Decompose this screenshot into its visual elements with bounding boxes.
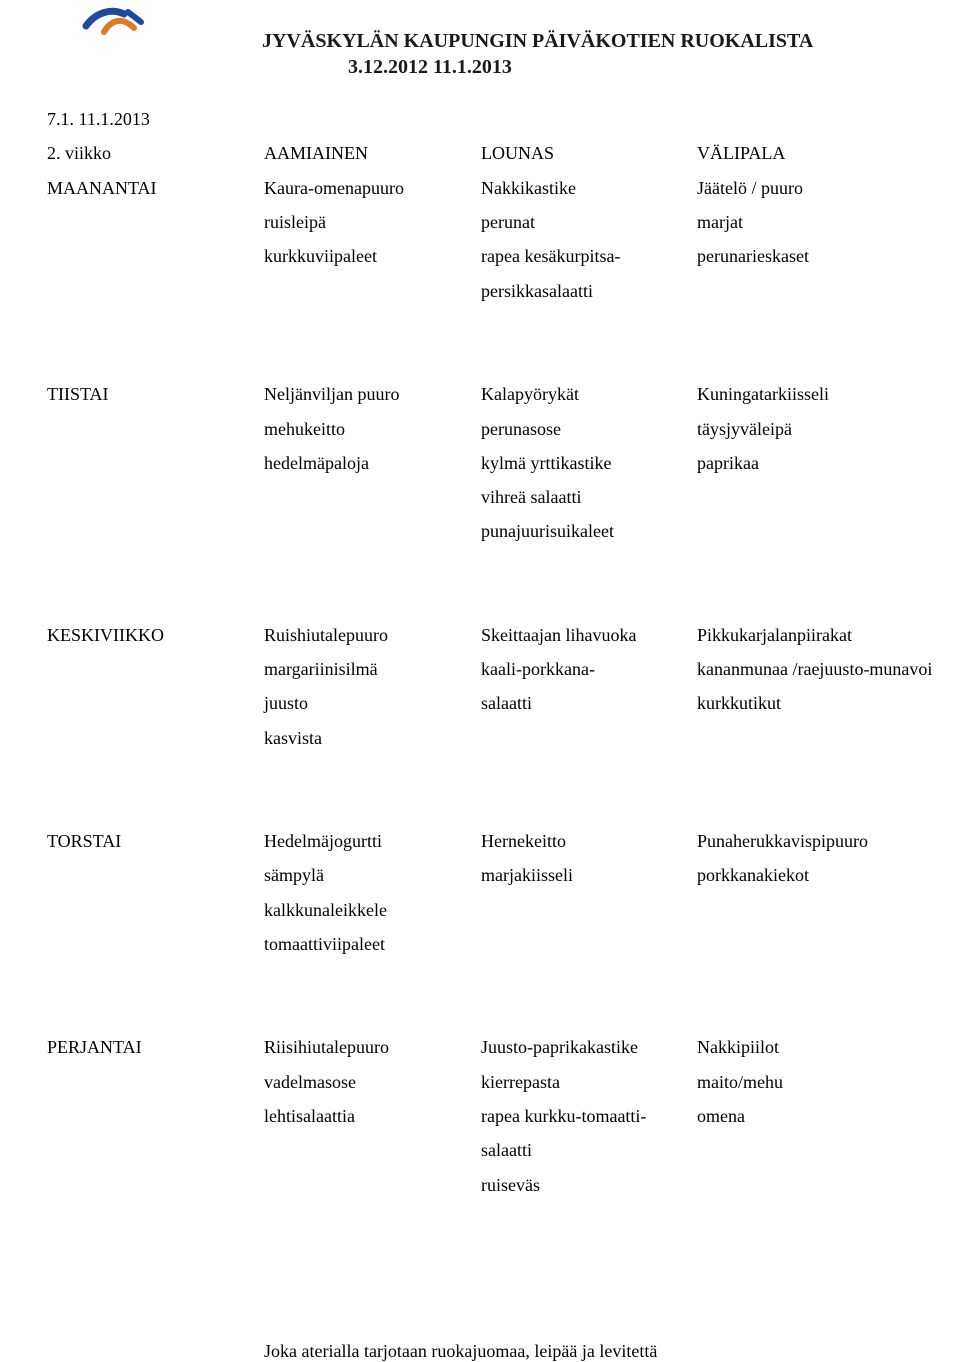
column-header-snack: VÄLIPALA xyxy=(697,143,786,163)
breakfast-item: Neljänviljan puuro xyxy=(264,384,400,404)
breakfast-item: vadelmasose xyxy=(264,1072,356,1092)
lunch-item: persikkasalaatti xyxy=(481,281,593,301)
document-title: JYVÄSKYLÄN KAUPUNGIN PÄIVÄKOTIEN RUOKALISTA xyxy=(262,30,814,52)
day-friday: PERJANTAI xyxy=(47,1037,142,1057)
snack-item: Punaherukkavispipuuro xyxy=(697,831,868,851)
snack-item: Pikkukarjalanpiirakat xyxy=(697,625,852,645)
lunch-item: Kalapyörykät xyxy=(481,384,579,404)
week-date-range: 7.1. 11.1.2013 xyxy=(47,109,150,129)
breakfast-item: kasvista xyxy=(264,728,322,748)
lunch-item: ruiseväs xyxy=(481,1175,540,1195)
breakfast-item: kalkkunaleikkele xyxy=(264,900,387,920)
lunch-item: kaali-porkkana- xyxy=(481,659,595,679)
lunch-item: perunat xyxy=(481,212,535,232)
document-period: 3.12.2012 11.1.2013 xyxy=(348,56,512,78)
snack-item: Kuningatarkiisseli xyxy=(697,384,829,404)
lunch-item: vihreä salaatti xyxy=(481,487,582,507)
breakfast-item: Kaura-omenapuuro xyxy=(264,178,404,198)
day-wednesday: KESKIVIIKKO xyxy=(47,625,164,645)
day-tuesday: TIISTAI xyxy=(47,384,109,404)
breakfast-item: lehtisalaattia xyxy=(264,1106,355,1126)
breakfast-item: Hedelmäjogurtti xyxy=(264,831,382,851)
lunch-item: marjakiisseli xyxy=(481,865,573,885)
lunch-item: Skeittaajan lihavuoka xyxy=(481,625,637,645)
breakfast-item: hedelmäpaloja xyxy=(264,453,369,473)
snack-item: maito/mehu xyxy=(697,1072,783,1092)
snack-item: perunarieskaset xyxy=(697,246,809,266)
day-thursday: TORSTAI xyxy=(47,831,122,851)
snack-item: Nakkipiilot xyxy=(697,1037,779,1057)
lunch-item: Hernekeitto xyxy=(481,831,566,851)
breakfast-item: mehukeitto xyxy=(264,419,345,439)
lunch-item: salaatti xyxy=(481,1140,532,1160)
breakfast-item: ruisleipä xyxy=(264,212,326,232)
kylan-kattaus-logo xyxy=(8,4,213,82)
column-header-lunch: LOUNAS xyxy=(481,143,555,163)
snack-item: paprikaa xyxy=(697,453,759,473)
lunch-item: Nakkikastike xyxy=(481,178,576,198)
breakfast-item: kurkkuviipaleet xyxy=(264,246,377,266)
lunch-item: rapea kesäkurpitsa- xyxy=(481,246,621,266)
breakfast-item: juusto xyxy=(264,693,309,713)
day-monday: MAANANTAI xyxy=(47,178,157,198)
week-label: 2. viikko xyxy=(47,143,112,163)
lunch-item: rapea kurkku-tomaatti- xyxy=(481,1106,647,1126)
lunch-item: kierrepasta xyxy=(481,1072,560,1092)
lunch-item: kylmä yrttikastike xyxy=(481,453,612,473)
breakfast-item: tomaattiviipaleet xyxy=(264,934,385,954)
footer-note: Joka aterialla tarjotaan ruokajuomaa, leipää ja levitettä xyxy=(264,1341,658,1361)
snack-item: omena xyxy=(697,1106,745,1126)
snack-item: Jäätelö / puuro xyxy=(697,178,803,198)
breakfast-item: margariinisilmä xyxy=(264,659,378,679)
breakfast-item: Ruishiutalepuuro xyxy=(264,625,388,645)
snack-item: porkkanakiekot xyxy=(697,865,809,885)
breakfast-item: sämpylä xyxy=(264,865,324,885)
column-header-breakfast: AAMIAINEN xyxy=(264,143,368,163)
lunch-item: perunasose xyxy=(481,419,561,439)
snack-item: marjat xyxy=(697,212,743,232)
lunch-item: Juusto-paprikakastike xyxy=(481,1037,638,1057)
snack-item: täysjyväleipä xyxy=(697,419,792,439)
breakfast-item: Riisihiutalepuuro xyxy=(264,1037,389,1057)
lunch-item: salaatti xyxy=(481,693,532,713)
lunch-item: punajuurisuikaleet xyxy=(481,521,614,541)
snack-item: kananmunaa /raejuusto-munavoi xyxy=(697,659,933,679)
snack-item: kurkkutikut xyxy=(697,693,781,713)
